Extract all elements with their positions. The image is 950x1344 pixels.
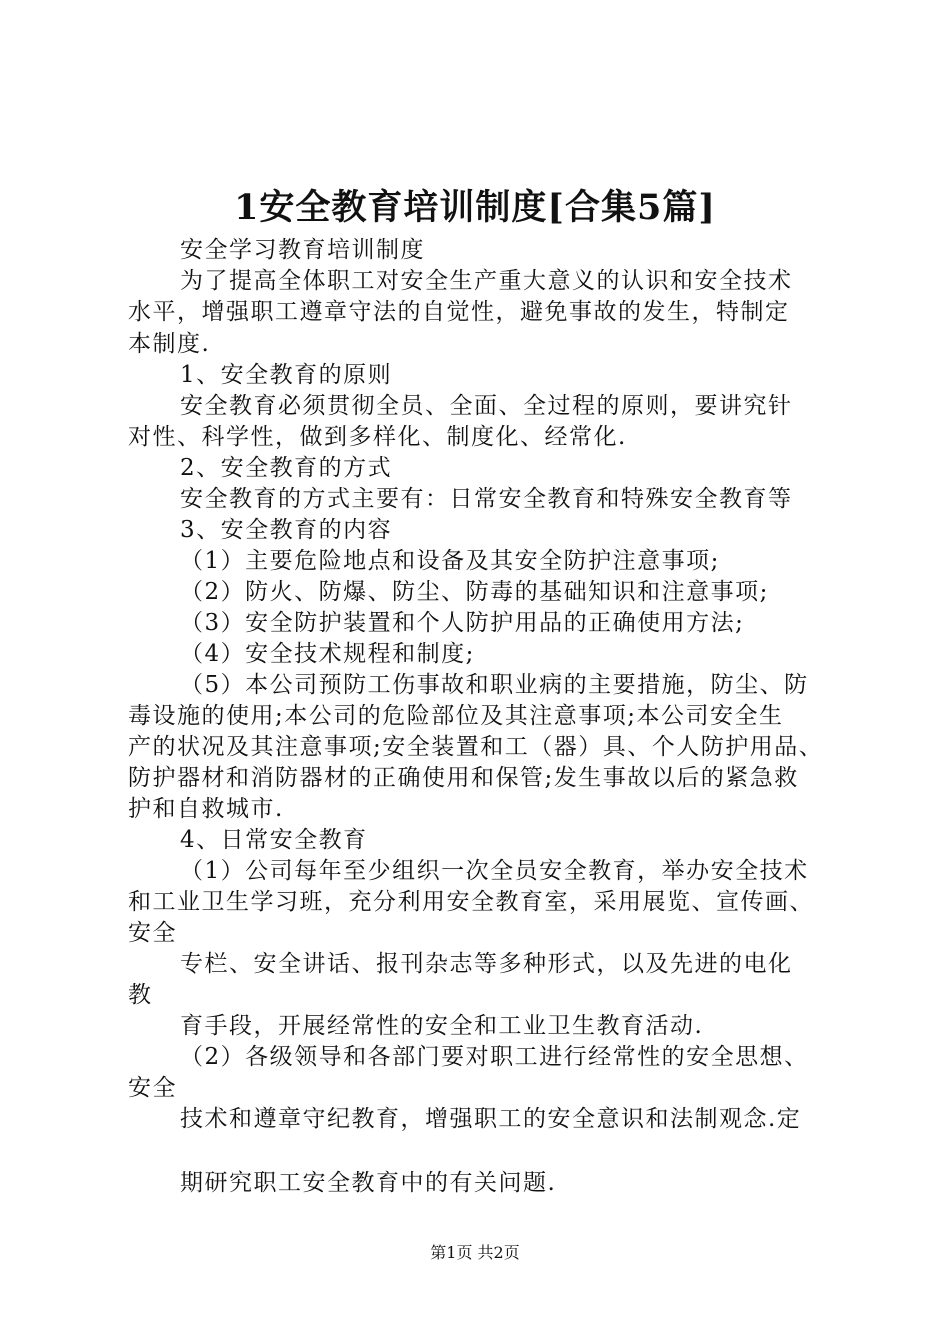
paragraph-line: 本制度. [128, 331, 211, 357]
section-heading: 3、安全教育的内容 [180, 517, 393, 543]
paragraph-line: 毒设施的使用;本公司的危险部位及其注意事项;本公司安全生 [128, 703, 784, 729]
list-item: （3）安全防护装置和个人防护用品的正确使用方法; [180, 610, 745, 636]
paragraph-line: 安全 [128, 920, 177, 946]
paragraph-line: 安全教育必须贯彻全员、全面、全过程的原则，要讲究针 [180, 393, 793, 419]
paragraph-line: 和工业卫生学习班，充分利用安全教育室，采用展览、宣传画、 [128, 889, 814, 915]
paragraph-line: 安全教育的方式主要有：日常安全教育和特殊安全教育等 [180, 486, 793, 512]
section-heading: 2、安全教育的方式 [180, 455, 393, 481]
paragraph-line: （2）各级领导和各部门要对职工进行经常性的安全思想、 [180, 1044, 809, 1070]
list-item: （5）本公司预防工伤事故和职业病的主要措施，防尘、防 [180, 672, 809, 698]
paragraph-line: 技术和遵章守纪教育，增强职工的安全意识和法制观念.定 [180, 1106, 802, 1132]
list-item: （1）主要危险地点和设备及其安全防护注意事项; [180, 548, 720, 574]
paragraph-line: 教 [128, 982, 153, 1008]
paragraph-line: 安全学习教育培训制度 [180, 237, 425, 263]
paragraph-line: 为了提高全体职工对安全生产重大意义的认识和安全技术 [180, 268, 793, 294]
document-title: 1安全教育培训制度[合集5篇] [234, 187, 716, 228]
paragraph-line: 育手段，开展经常性的安全和工业卫生教育活动. [180, 1013, 704, 1039]
paragraph-line: 专栏、安全讲话、报刊杂志等多种形式，以及先进的电化 [180, 951, 793, 977]
page-number: 第1页 共2页 [430, 1243, 520, 1262]
paragraph-line: 防护器材和消防器材的正确使用和保管;发生事故以后的紧急救 [128, 765, 799, 791]
paragraph-line: 水平，增强职工遵章守法的自觉性，避免事故的发生，特制定 [128, 299, 790, 325]
section-heading: 1、安全教育的原则 [180, 362, 393, 388]
section-heading: 4、日常安全教育 [180, 827, 368, 853]
paragraph-line: 期研究职工安全教育中的有关问题. [180, 1170, 557, 1196]
paragraph-line: 对性、科学性，做到多样化、制度化、经常化. [128, 424, 627, 450]
paragraph-line: 安全 [128, 1075, 177, 1101]
list-item: （2）防火、防爆、防尘、防毒的基础知识和注意事项; [180, 579, 769, 605]
list-item: （4）安全技术规程和制度; [180, 641, 475, 667]
paragraph-line: 护和自救城市. [128, 796, 284, 822]
paragraph-line: （1）公司每年至少组织一次全员安全教育，举办安全技术 [180, 858, 809, 884]
paragraph-line: 产的状况及其注意事项;安全装置和工（器）具、个人防护用品、 [128, 734, 824, 760]
